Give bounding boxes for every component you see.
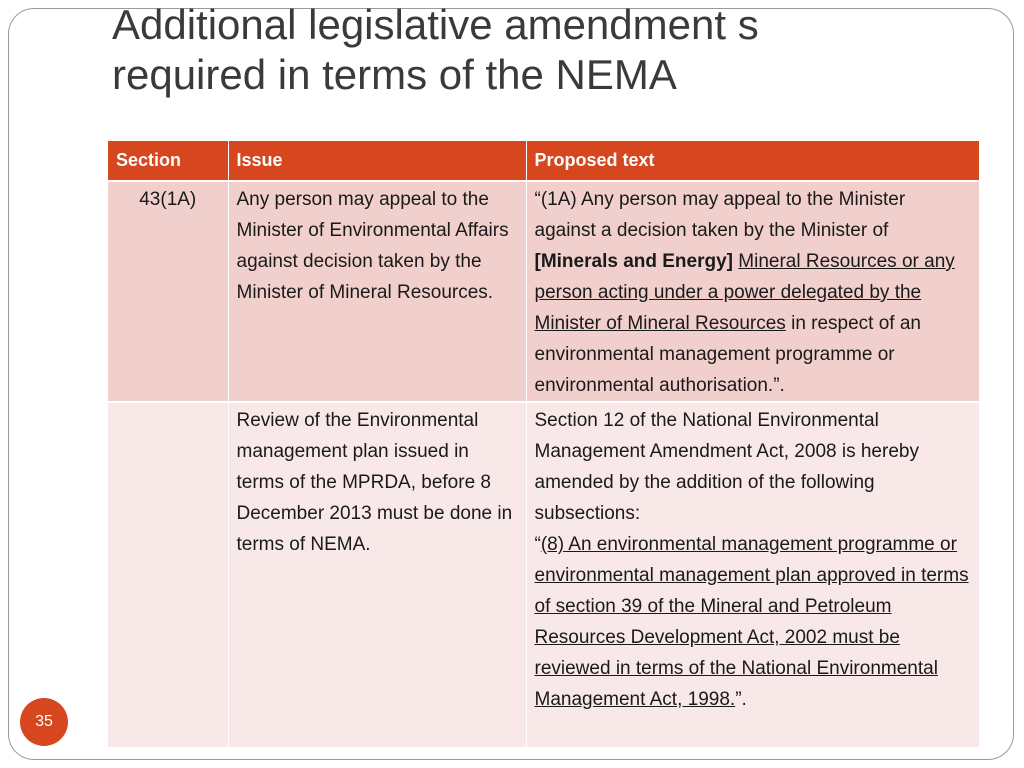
proposed-text-inserted-underlined: (8) An environmental management programme or environmental management plan approved in terms of section 39 of the Mineral and Petroleum Resources Development Act, 2002 must be reviewed in terms of the National Environmental Management Act, 1998. <box>534 534 969 710</box>
quote-close: ”. <box>735 689 747 710</box>
cell-section: 43(1A) <box>108 181 228 402</box>
page-number-badge: 35 <box>20 698 68 746</box>
table-header-row <box>108 141 979 181</box>
proposed-text-deleted-bold: [Minerals and Energy] <box>534 251 733 272</box>
header-issue: Issue <box>228 141 526 181</box>
title-line-1: Additional legislative amendment s <box>112 1 759 48</box>
table-row <box>108 402 979 747</box>
slide-title <box>112 0 972 100</box>
proposed-text-inserted-underlined: Mineral Resources or any person acting under a power delegated by the Minister of Mineral Resources <box>534 251 955 334</box>
header-section: Section <box>108 141 228 181</box>
proposed-text-intro: Section 12 of the National Environmental Management Amendment Act, 2008 is hereby amended by the addition of the following subsections: <box>534 410 919 524</box>
header-proposed-text: Proposed text <box>526 141 979 181</box>
cell-proposed-text <box>526 181 979 402</box>
table-row <box>108 181 979 402</box>
title-line-2: required in terms of the NEMA <box>112 51 677 98</box>
proposed-text-part: “(1A) Any person may appeal to the Minister against a decision taken by the Minister of <box>534 189 906 241</box>
quote-open: “ <box>534 534 541 555</box>
cell-issue: Any person may appeal to the Minister of Environmental Affairs against decision taken by the Minister of Mineral Resources. <box>228 181 526 402</box>
amendments-table <box>108 141 980 747</box>
proposed-text-part: in respect of an environmental management programme or environmental authorisation.”. <box>534 313 922 396</box>
cell-section <box>108 402 228 747</box>
cell-issue: Review of the Environmental management plan issued in terms of the MPRDA, before 8 December 2013 must be done in terms of NEMA. <box>228 402 526 747</box>
cell-proposed-text <box>526 402 979 747</box>
